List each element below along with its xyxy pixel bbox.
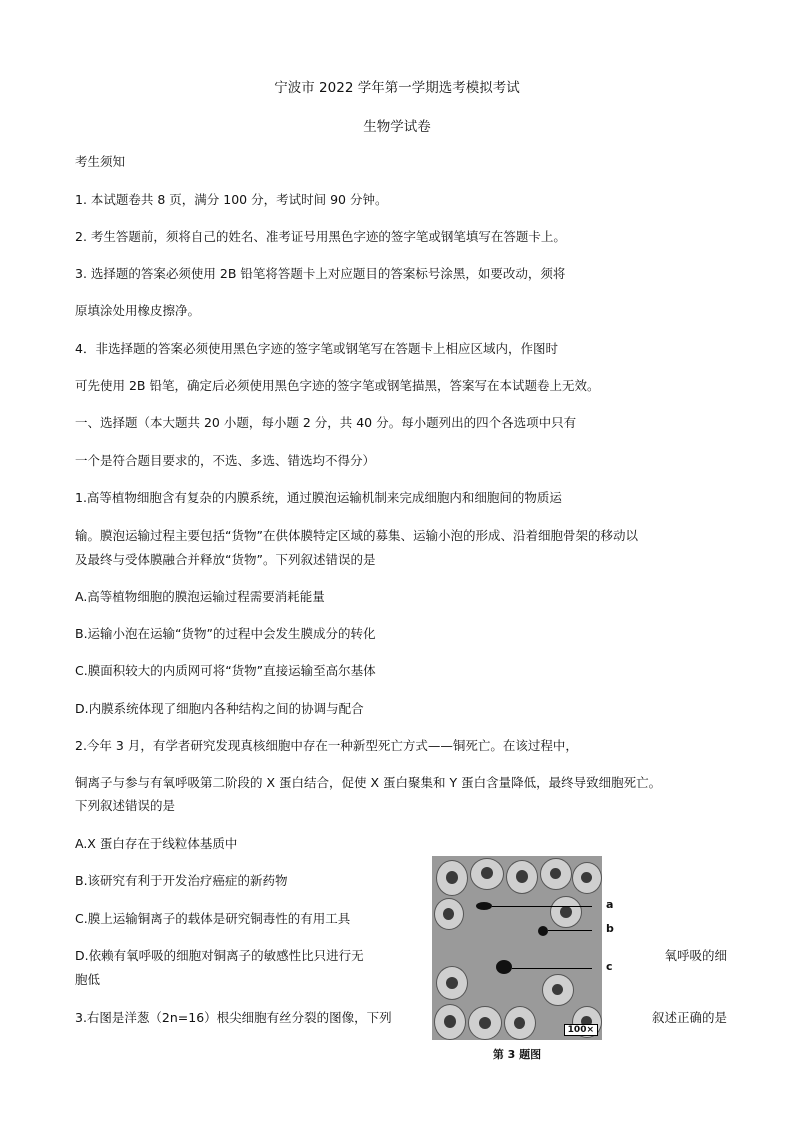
figure-label-b: b — [606, 922, 614, 935]
q1-option-a: A.高等植物细胞的膜泡运输过程需要消耗能量 — [75, 589, 325, 604]
cell — [436, 966, 468, 1000]
notice-item-2: 2. 考生答题前，须将自己的姓名、准考证号用黑色字迹的签字笔或钢笔填写在答题卡上。 — [75, 229, 566, 244]
dividing-cell-b — [538, 926, 548, 936]
dividing-cell-a — [476, 902, 492, 910]
dividing-cell-c — [496, 960, 512, 974]
exam-subtitle: 生物学试卷 — [363, 119, 431, 135]
cell-nucleus — [560, 906, 572, 918]
q2-stem-2: 铜离子与参与有氧呼吸第二阶段的 X 蛋白结合，促使 X 蛋白聚集和 Y 蛋白含量降低，最终导致细胞死亡。 — [75, 775, 662, 790]
q2-option-d-left: D.依赖有氧呼吸的细胞对铜离子的敏感性比只进行无 — [75, 948, 364, 963]
cell-nucleus — [446, 977, 458, 989]
figure-caption: 第 3 题图 — [492, 1048, 542, 1061]
cell-nucleus — [516, 870, 528, 883]
q1-option-d: D.内膜系统体现了细胞内各种结构之间的协调与配合 — [75, 701, 364, 716]
q1-option-b: B.运输小泡在运输“货物”的过程中会发生膜成分的转化 — [75, 626, 376, 641]
notice-item-4: 4．非选择题的答案必须使用黑色字迹的签字笔或钢笔写在答题卡上相应区域内，作图时 — [75, 341, 558, 356]
cell — [434, 1004, 466, 1040]
q2-stem-3: 下列叙述错误的是 — [75, 798, 176, 813]
q3-stem-right: 叙述正确的是 — [651, 1010, 727, 1025]
cell — [550, 896, 582, 928]
q2-option-d-row — [75, 947, 727, 965]
notice-item-1: 1. 本试题卷共 8 页，满分 100 分，考试时间 90 分钟。 — [75, 192, 388, 207]
cell-nucleus — [444, 1015, 456, 1028]
cell — [504, 1006, 536, 1040]
cell — [434, 898, 464, 930]
pointer-a — [492, 906, 592, 907]
q1-stem: 1.高等植物细胞含有复杂的内膜系统，通过膜泡运输机制来完成细胞内和细胞间的物质运 — [75, 490, 562, 505]
cell-nucleus — [581, 872, 592, 883]
cell — [468, 1006, 502, 1040]
q3-stem-left: 3.右图是洋葱（2n=16）根尖细胞有丝分裂的图像，下列 — [75, 1010, 392, 1025]
notice-heading: 考生须知 — [75, 154, 126, 169]
cell — [436, 860, 468, 896]
notice-item-4-cont: 可先使用 2B 铅笔，确定后必须使用黑色字迹的签字笔或钢笔描黑，答案写在本试题卷上无效。 — [75, 378, 600, 393]
cell-nucleus — [479, 1017, 491, 1029]
notice-item-3: 3. 选择题的答案必须使用 2B 铅笔将答题卡上对应题目的答案标号涂黑，如要改动，须将 — [75, 266, 566, 281]
q2-stem: 2.今年 3 月，有学者研究发现真核细胞中存在一种新型死亡方式——铜死亡。在该过程中， — [75, 738, 578, 753]
cell — [542, 974, 574, 1006]
notice-item-3-cont: 原填涂处用橡皮擦净。 — [75, 303, 201, 318]
q2-option-b: B.该研究有利于开发治疗癌症的新药物 — [75, 873, 288, 888]
cell — [572, 862, 602, 894]
q2-option-a: A.X 蛋白存在于线粒体基质中 — [75, 836, 238, 851]
figure-label-a: a — [606, 898, 614, 911]
q2-option-d-cont: 胞低 — [75, 972, 101, 987]
cell — [506, 860, 538, 894]
cell-nucleus — [550, 868, 561, 879]
exam-title: 宁波市 2022 学年第一学期选考模拟考试 — [274, 80, 520, 96]
q1-stem-2: 输。膜泡运输过程主要包括“货物”在供体膜特定区域的募集、运输小泡的形成、沿着细胞骨架的移动以 — [75, 528, 638, 543]
cell-nucleus — [446, 871, 458, 884]
q3-micrograph — [432, 856, 602, 1040]
cell-nucleus — [514, 1017, 525, 1029]
pointer-c — [512, 968, 592, 969]
q3-stem-row — [75, 1009, 727, 1027]
q2-option-c: C.膜上运输铜离子的载体是研究铜毒性的有用工具 — [75, 911, 351, 926]
pointer-b — [548, 930, 592, 931]
section-heading: 一、选择题（本大题共 20 小题，每小题 2 分，共 40 分。每小题列出的四个各选项中只有 — [75, 415, 577, 430]
cell-nucleus — [443, 908, 454, 920]
section-heading-cont: 一个是符合题目要求的，不选、多选、错选均不得分） — [75, 453, 376, 468]
q1-option-c: C.膜面积较大的内质网可将“货物”直接运输至高尔基体 — [75, 663, 376, 678]
cell — [540, 858, 572, 890]
cell-nucleus — [481, 867, 493, 879]
q2-option-d-right: 氧呼吸的细 — [664, 948, 727, 963]
q1-stem-3: 及最终与受体膜融合并释放“货物”。下列叙述错误的是 — [75, 552, 376, 567]
magnification-label: 100× — [564, 1024, 598, 1036]
figure-label-c: c — [606, 960, 613, 973]
cell — [470, 858, 504, 890]
cell-nucleus — [552, 984, 563, 995]
